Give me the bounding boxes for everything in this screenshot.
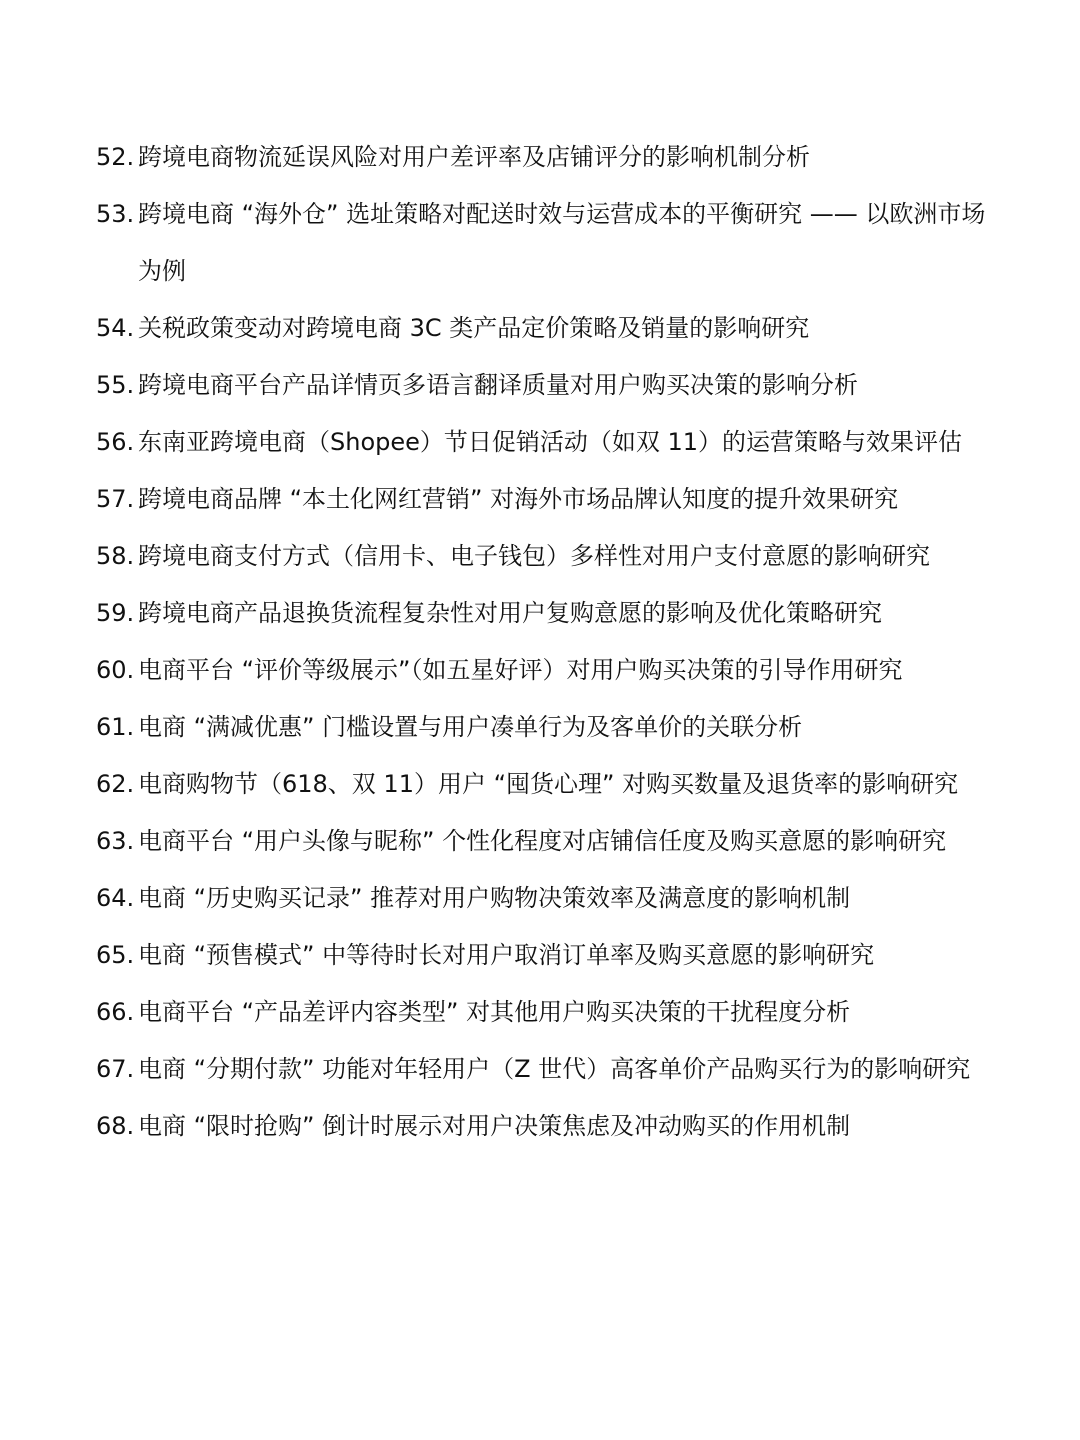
list-item [96, 357, 996, 414]
list-item [96, 528, 996, 585]
item-number: 59. [96, 599, 135, 627]
item-text: 跨境电商物流延误风险对用户差评率及店铺评分的影响机制分析 [138, 143, 810, 171]
item-text: 电商 “预售模式” 中等待时长对用户取消订单率及购买意愿的影响研究 [138, 941, 875, 969]
item-number: 53. [96, 200, 135, 228]
item-text: 跨境电商平台产品详情页多语言翻译质量对用户购买决策的影响分析 [138, 371, 858, 399]
list-item [96, 870, 996, 927]
item-number: 54. [96, 314, 135, 342]
item-number: 55. [96, 371, 135, 399]
list-item [96, 699, 996, 756]
item-text: 电商 “历史购买记录” 推荐对用户购物决策效率及满意度的影响机制 [138, 884, 851, 912]
item-number: 67. [96, 1055, 135, 1083]
item-number: 64. [96, 884, 135, 912]
list-item [96, 1041, 996, 1098]
list-item [96, 642, 996, 699]
item-text: 电商平台 “评价等级展示”（如五星好评）对用户购买决策的引导作用研究 [138, 656, 903, 684]
item-number: 57. [96, 485, 135, 513]
item-text: 电商平台 “产品差评内容类型” 对其他用户购买决策的干扰程度分析 [138, 998, 851, 1026]
item-text: 电商平台 “用户头像与昵称” 个性化程度对店铺信任度及购买意愿的影响研究 [138, 827, 947, 855]
item-text: 电商 “分期付款” 功能对年轻用户（Z 世代）高客单价产品购买行为的影响研究 [138, 1055, 971, 1083]
item-text: 电商购物节（618、双 11）用户 “囤货心理” 对购买数量及退货率的影响研究 [138, 770, 959, 798]
item-text: 东南亚跨境电商（Shopee）节日促销活动（如双 11）的运营策略与效果评估 [138, 428, 963, 456]
list-item [96, 471, 996, 528]
list-item [96, 186, 996, 300]
list-item [96, 585, 996, 642]
list-item [96, 414, 996, 471]
item-number: 62. [96, 770, 135, 798]
item-text: 电商 “限时抢购” 倒计时展示对用户决策焦虑及冲动购买的作用机制 [138, 1112, 851, 1140]
item-number: 65. [96, 941, 135, 969]
topic-list [96, 129, 996, 1155]
item-text: 跨境电商品牌 “本土化网红营销” 对海外市场品牌认知度的提升效果研究 [138, 485, 899, 513]
item-text: 关税政策变动对跨境电商 3C 类产品定价策略及销量的影响研究 [138, 314, 810, 342]
item-number: 60. [96, 656, 135, 684]
list-item [96, 129, 996, 186]
item-number: 61. [96, 713, 135, 741]
list-item [96, 813, 996, 870]
item-text: 电商 “满减优惠” 门槛设置与用户凑单行为及客单价的关联分析 [138, 713, 803, 741]
item-text: 跨境电商产品退换货流程复杂性对用户复购意愿的影响及优化策略研究 [138, 599, 882, 627]
item-number: 52. [96, 143, 135, 171]
list-item [96, 300, 996, 357]
item-number: 68. [96, 1112, 135, 1140]
item-number: 58. [96, 542, 135, 570]
item-number: 66. [96, 998, 135, 1026]
item-number: 56. [96, 428, 135, 456]
item-number: 63. [96, 827, 135, 855]
list-item [96, 984, 996, 1041]
list-item [96, 927, 996, 984]
item-text: 跨境电商支付方式（信用卡、电子钱包）多样性对用户支付意愿的影响研究 [138, 542, 930, 570]
list-item [96, 756, 996, 813]
list-item [96, 1098, 996, 1155]
item-text: 跨境电商 “海外仓” 选址策略对配送时效与运营成本的平衡研究 —— 以欧洲市场为例 [138, 200, 986, 285]
